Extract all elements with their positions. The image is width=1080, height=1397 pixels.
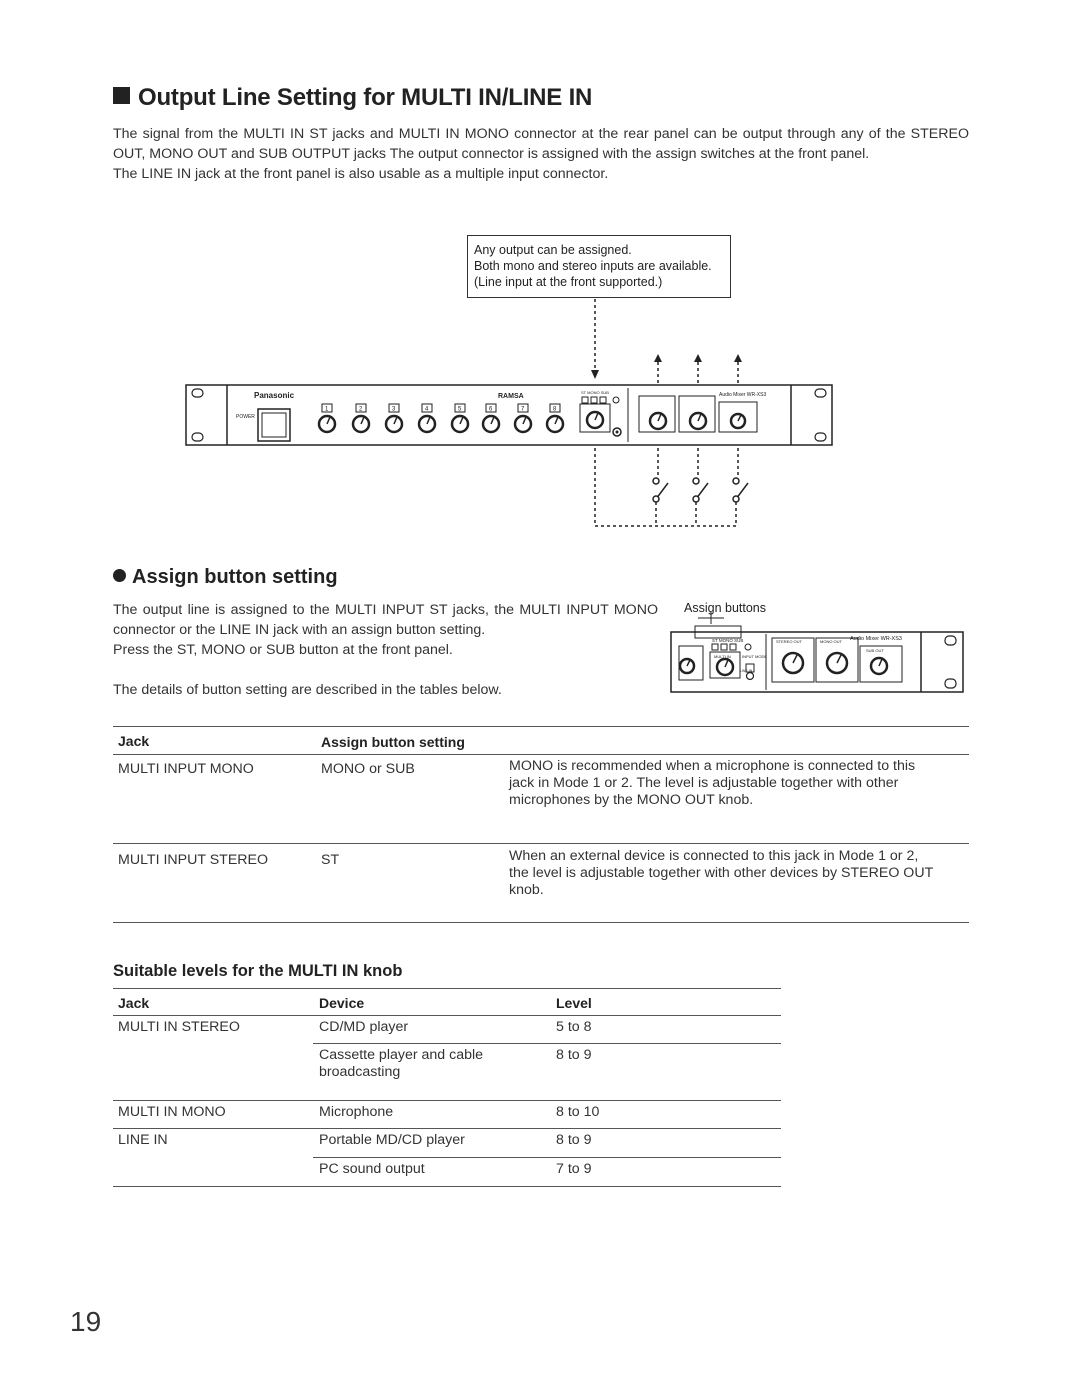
assign-buttons-diagram bbox=[668, 612, 968, 696]
assign-heading bbox=[113, 566, 338, 589]
channel-number: 2 bbox=[359, 406, 363, 413]
intro-paragraph-2: The LINE IN jack at the front panel is also usable as a multiple input connector. bbox=[113, 166, 609, 182]
level-row-2-device bbox=[319, 1047, 483, 1081]
table-rule bbox=[113, 1186, 781, 1187]
row-2-setting: ST bbox=[321, 852, 340, 868]
row-1-setting: MONO or SUB bbox=[321, 761, 415, 777]
table-rule bbox=[113, 988, 781, 989]
level-row-2-level: 8 to 9 bbox=[556, 1047, 592, 1063]
row-2-desc-line: When an external device is connected to this jack in Mode 1 or 2, bbox=[509, 848, 919, 864]
level-row-3-jack: MULTI IN MONO bbox=[118, 1104, 226, 1120]
row-1-desc-line: microphones by the MONO OUT knob. bbox=[509, 792, 754, 808]
brand2-logo: RAMSA bbox=[498, 393, 524, 400]
col-header-level: Level bbox=[556, 995, 592, 1011]
detail-multi-in-label: MULTI IN bbox=[714, 654, 731, 659]
row-2-desc bbox=[509, 848, 933, 899]
table-rule bbox=[313, 1043, 781, 1044]
level-row-4-jack: LINE IN bbox=[118, 1132, 168, 1148]
assign-buttons-caption: Assign buttons bbox=[684, 601, 766, 615]
assign-paragraph-3: The details of button setting are described in the tables below. bbox=[113, 682, 502, 698]
channel-number: 3 bbox=[392, 406, 396, 413]
power-label: POWER bbox=[236, 414, 255, 420]
assign-paragraph-1: The output line is assigned to the MULTI INPUT ST jacks, the MULTI INPUT MONO connector or the LINE IN jack with an assign button setting. bbox=[113, 602, 658, 638]
channel-number: 4 bbox=[425, 406, 429, 413]
table-rule bbox=[113, 754, 969, 755]
detail-line-in-label: LINE IN bbox=[740, 669, 753, 673]
arrow-down-icon bbox=[591, 370, 599, 379]
assign-text bbox=[113, 600, 658, 700]
detail-model-label: Audio Mixer WR-XS3 bbox=[850, 636, 902, 642]
channel-number: 5 bbox=[458, 406, 462, 413]
channel-number: 7 bbox=[521, 406, 525, 413]
level-row-5-level: 7 to 9 bbox=[556, 1161, 592, 1177]
detail-stereo-out-label: STEREO OUT bbox=[776, 639, 803, 644]
table-rule bbox=[113, 922, 969, 923]
row-2-desc-line: knob. bbox=[509, 882, 544, 898]
level-row-4-device: Portable MD/CD player bbox=[319, 1132, 465, 1148]
arrow-up-icon bbox=[654, 354, 662, 362]
assign-row-label: ST MONO SUB bbox=[581, 390, 609, 395]
intro-paragraph-1: The signal from the MULTI IN ST jacks and MULTI IN MONO connector at the rear panel can be output through any of the STEREO OUT, MONO OUT and SUB OUTPUT jacks The output connector is assigned with the assign switches at the front panel. bbox=[113, 126, 969, 162]
level-row-4-level: 8 to 9 bbox=[556, 1132, 592, 1148]
detail-mono-out-label: MONO OUT bbox=[820, 639, 842, 644]
detail-input-mode-label: INPUT MODE bbox=[742, 654, 768, 659]
assign-paragraph-2: Press the ST, MONO or SUB button at the front panel. bbox=[113, 642, 453, 658]
level-row-2-device-line: Cassette player and cable bbox=[319, 1047, 484, 1063]
output-arrows bbox=[654, 354, 742, 383]
assign-switch-schematic bbox=[595, 448, 748, 526]
table-rule bbox=[113, 1128, 781, 1129]
level-row-3-level: 8 to 10 bbox=[556, 1104, 600, 1120]
level-row-1-jack: MULTI IN STEREO bbox=[118, 1019, 240, 1035]
power-switch bbox=[258, 409, 290, 441]
model-label: Audio Mixer WR-XS3 bbox=[719, 392, 767, 398]
detail-assign-row-label: ST MONO SUB bbox=[712, 638, 744, 643]
row-1-desc bbox=[509, 758, 915, 809]
arrow-up-icon bbox=[694, 354, 702, 362]
level-row-1-device: CD/MD player bbox=[319, 1019, 409, 1035]
circle-bullet-icon bbox=[113, 569, 126, 582]
level-row-2-device-line: broadcasting bbox=[319, 1064, 401, 1080]
table-rule bbox=[113, 843, 969, 844]
col-header-jack: Jack bbox=[118, 733, 150, 749]
level-row-5-device: PC sound output bbox=[319, 1161, 425, 1177]
callout-line-1: Any output can be assigned. bbox=[474, 243, 632, 257]
brand-logo: Panasonic bbox=[254, 391, 295, 400]
channel-number: 8 bbox=[553, 406, 557, 413]
channel-number: 6 bbox=[489, 406, 493, 413]
table-rule bbox=[113, 726, 969, 727]
channel-number: 1 bbox=[325, 406, 329, 413]
mixer-diagram bbox=[0, 0, 1080, 560]
table-rule bbox=[113, 1015, 781, 1016]
level-row-1-level: 5 to 8 bbox=[556, 1019, 592, 1035]
row-1-jack: MULTI INPUT MONO bbox=[118, 761, 254, 777]
row-1-desc-line: MONO is recommended when a microphone is connected to this bbox=[509, 758, 916, 774]
detail-sub-out-label: SUB OUT bbox=[866, 648, 884, 653]
callout-line-3: (Line input at the front supported.) bbox=[474, 275, 663, 289]
assign-heading-text: Assign button setting bbox=[132, 566, 338, 588]
levels-heading: Suitable levels for the MULTI IN knob bbox=[113, 962, 403, 980]
page-number: 19 bbox=[70, 1306, 102, 1337]
col-header-jack: Jack bbox=[118, 995, 150, 1011]
arrow-up-icon bbox=[734, 354, 742, 362]
table-rule bbox=[313, 1157, 781, 1158]
row-1-desc-line: jack in Mode 1 or 2. The level is adjustable together with other bbox=[509, 775, 899, 791]
level-row-3-device: Microphone bbox=[319, 1104, 394, 1120]
callout-line-2: Both mono and stereo inputs are available. bbox=[474, 259, 712, 273]
col-header-assign-setting: Assign button setting bbox=[321, 734, 465, 750]
table-rule bbox=[113, 1100, 781, 1101]
col-header-device: Device bbox=[319, 995, 365, 1011]
row-2-jack: MULTI INPUT STEREO bbox=[118, 852, 269, 868]
page-title-text: Output Line Setting for MULTI IN/LINE IN bbox=[138, 84, 593, 111]
row-2-desc-line: the level is adjustable together with other devices by STEREO OUT bbox=[509, 865, 934, 881]
